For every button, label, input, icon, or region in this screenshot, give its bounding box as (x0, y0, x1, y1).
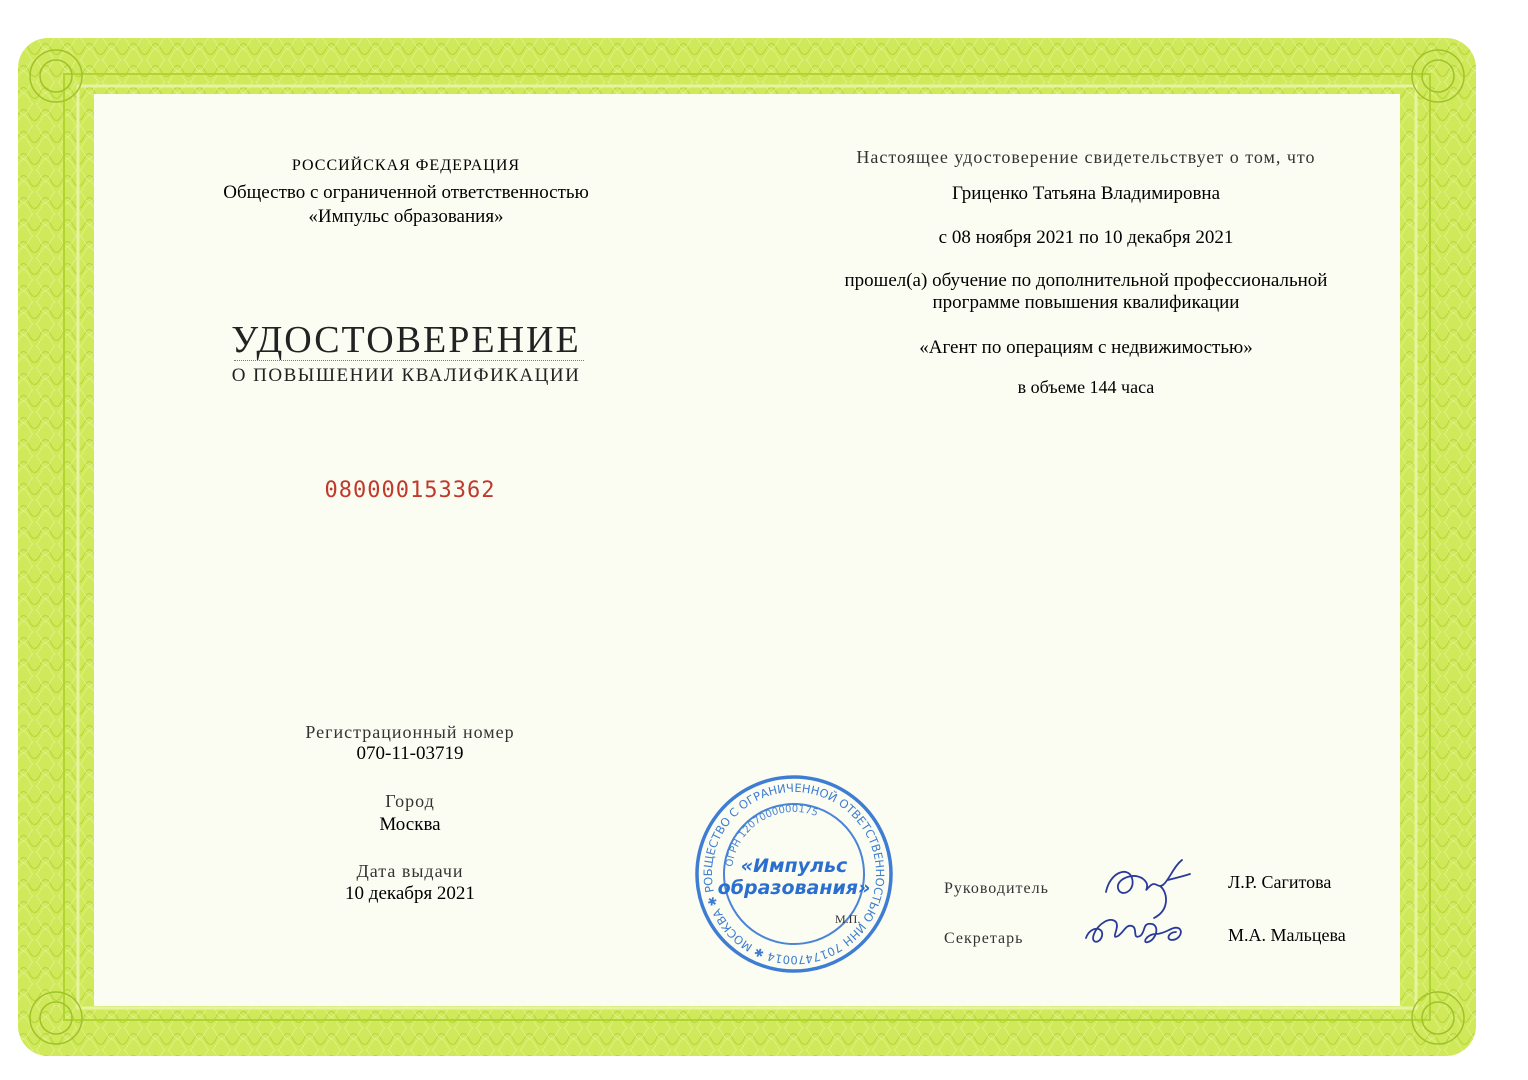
stamp-center-line-1: «Импульс (740, 855, 848, 877)
organization-line-1: Общество с ограниченной ответственностью (223, 182, 589, 203)
organization-line-2: «Импульс образования» (308, 206, 504, 227)
secretary-signature (1080, 904, 1190, 954)
organization-stamp (690, 770, 898, 978)
training-line-1: прошел(а) обучение по дополнительной профессиональной (844, 270, 1328, 291)
document-subtitle: О ПОВЫШЕНИИ КВАЛИФИКАЦИИ (231, 365, 581, 386)
issue-date-value: 10 декабря 2021 (345, 883, 475, 904)
stamp-place-label: М.П. (835, 912, 861, 926)
issue-date-label: Дата выдачи (356, 861, 464, 881)
registration-number: 070-11-03719 (356, 743, 464, 764)
training-line-2: программе повышения квалификации (932, 292, 1240, 313)
serial-number: 080000153362 (324, 478, 496, 503)
stamp-inner-text: ОГРН 1207000000175 (724, 803, 820, 868)
stamp-ring-text: ОБЩЕСТВО С ОГРАНИЧЕННОЙ ОТВЕТСТВЕННОСТЬЮ ИНН 7017470014 ✱ МОСКВА ✱ РОССИЯ (700, 780, 888, 968)
signature-name-director: Л.Р. Сагитова (1228, 872, 1332, 892)
signature-name-secretary: М.А. Мальцева (1228, 925, 1346, 945)
program-name: «Агент по операциям с недвижимостью» (919, 337, 1253, 358)
stamp-center-line-2: образования» (717, 877, 871, 899)
training-period: с 08 ноября 2021 по 10 декабря 2021 (938, 227, 1234, 248)
intro-text: Настоящее удостоверение свидетельствует о том, что (856, 147, 1316, 167)
signature-role-secretary: Секретарь (944, 930, 1024, 947)
country-heading: РОССИЙСКАЯ ФЕДЕРАЦИЯ (291, 157, 521, 174)
signature-role-director: Руководитель (944, 880, 1049, 897)
person-name: Гриценко Татьяна Владимировна (951, 183, 1221, 204)
program-volume: в объеме 144 часа (1017, 377, 1155, 397)
registration-label: Регистрационный номер (305, 722, 515, 742)
city-value: Москва (379, 814, 441, 835)
title-underline (234, 360, 584, 361)
city-label: Город (385, 791, 435, 811)
document-title: УДОСТОВЕРЕНИЕ (231, 319, 581, 361)
